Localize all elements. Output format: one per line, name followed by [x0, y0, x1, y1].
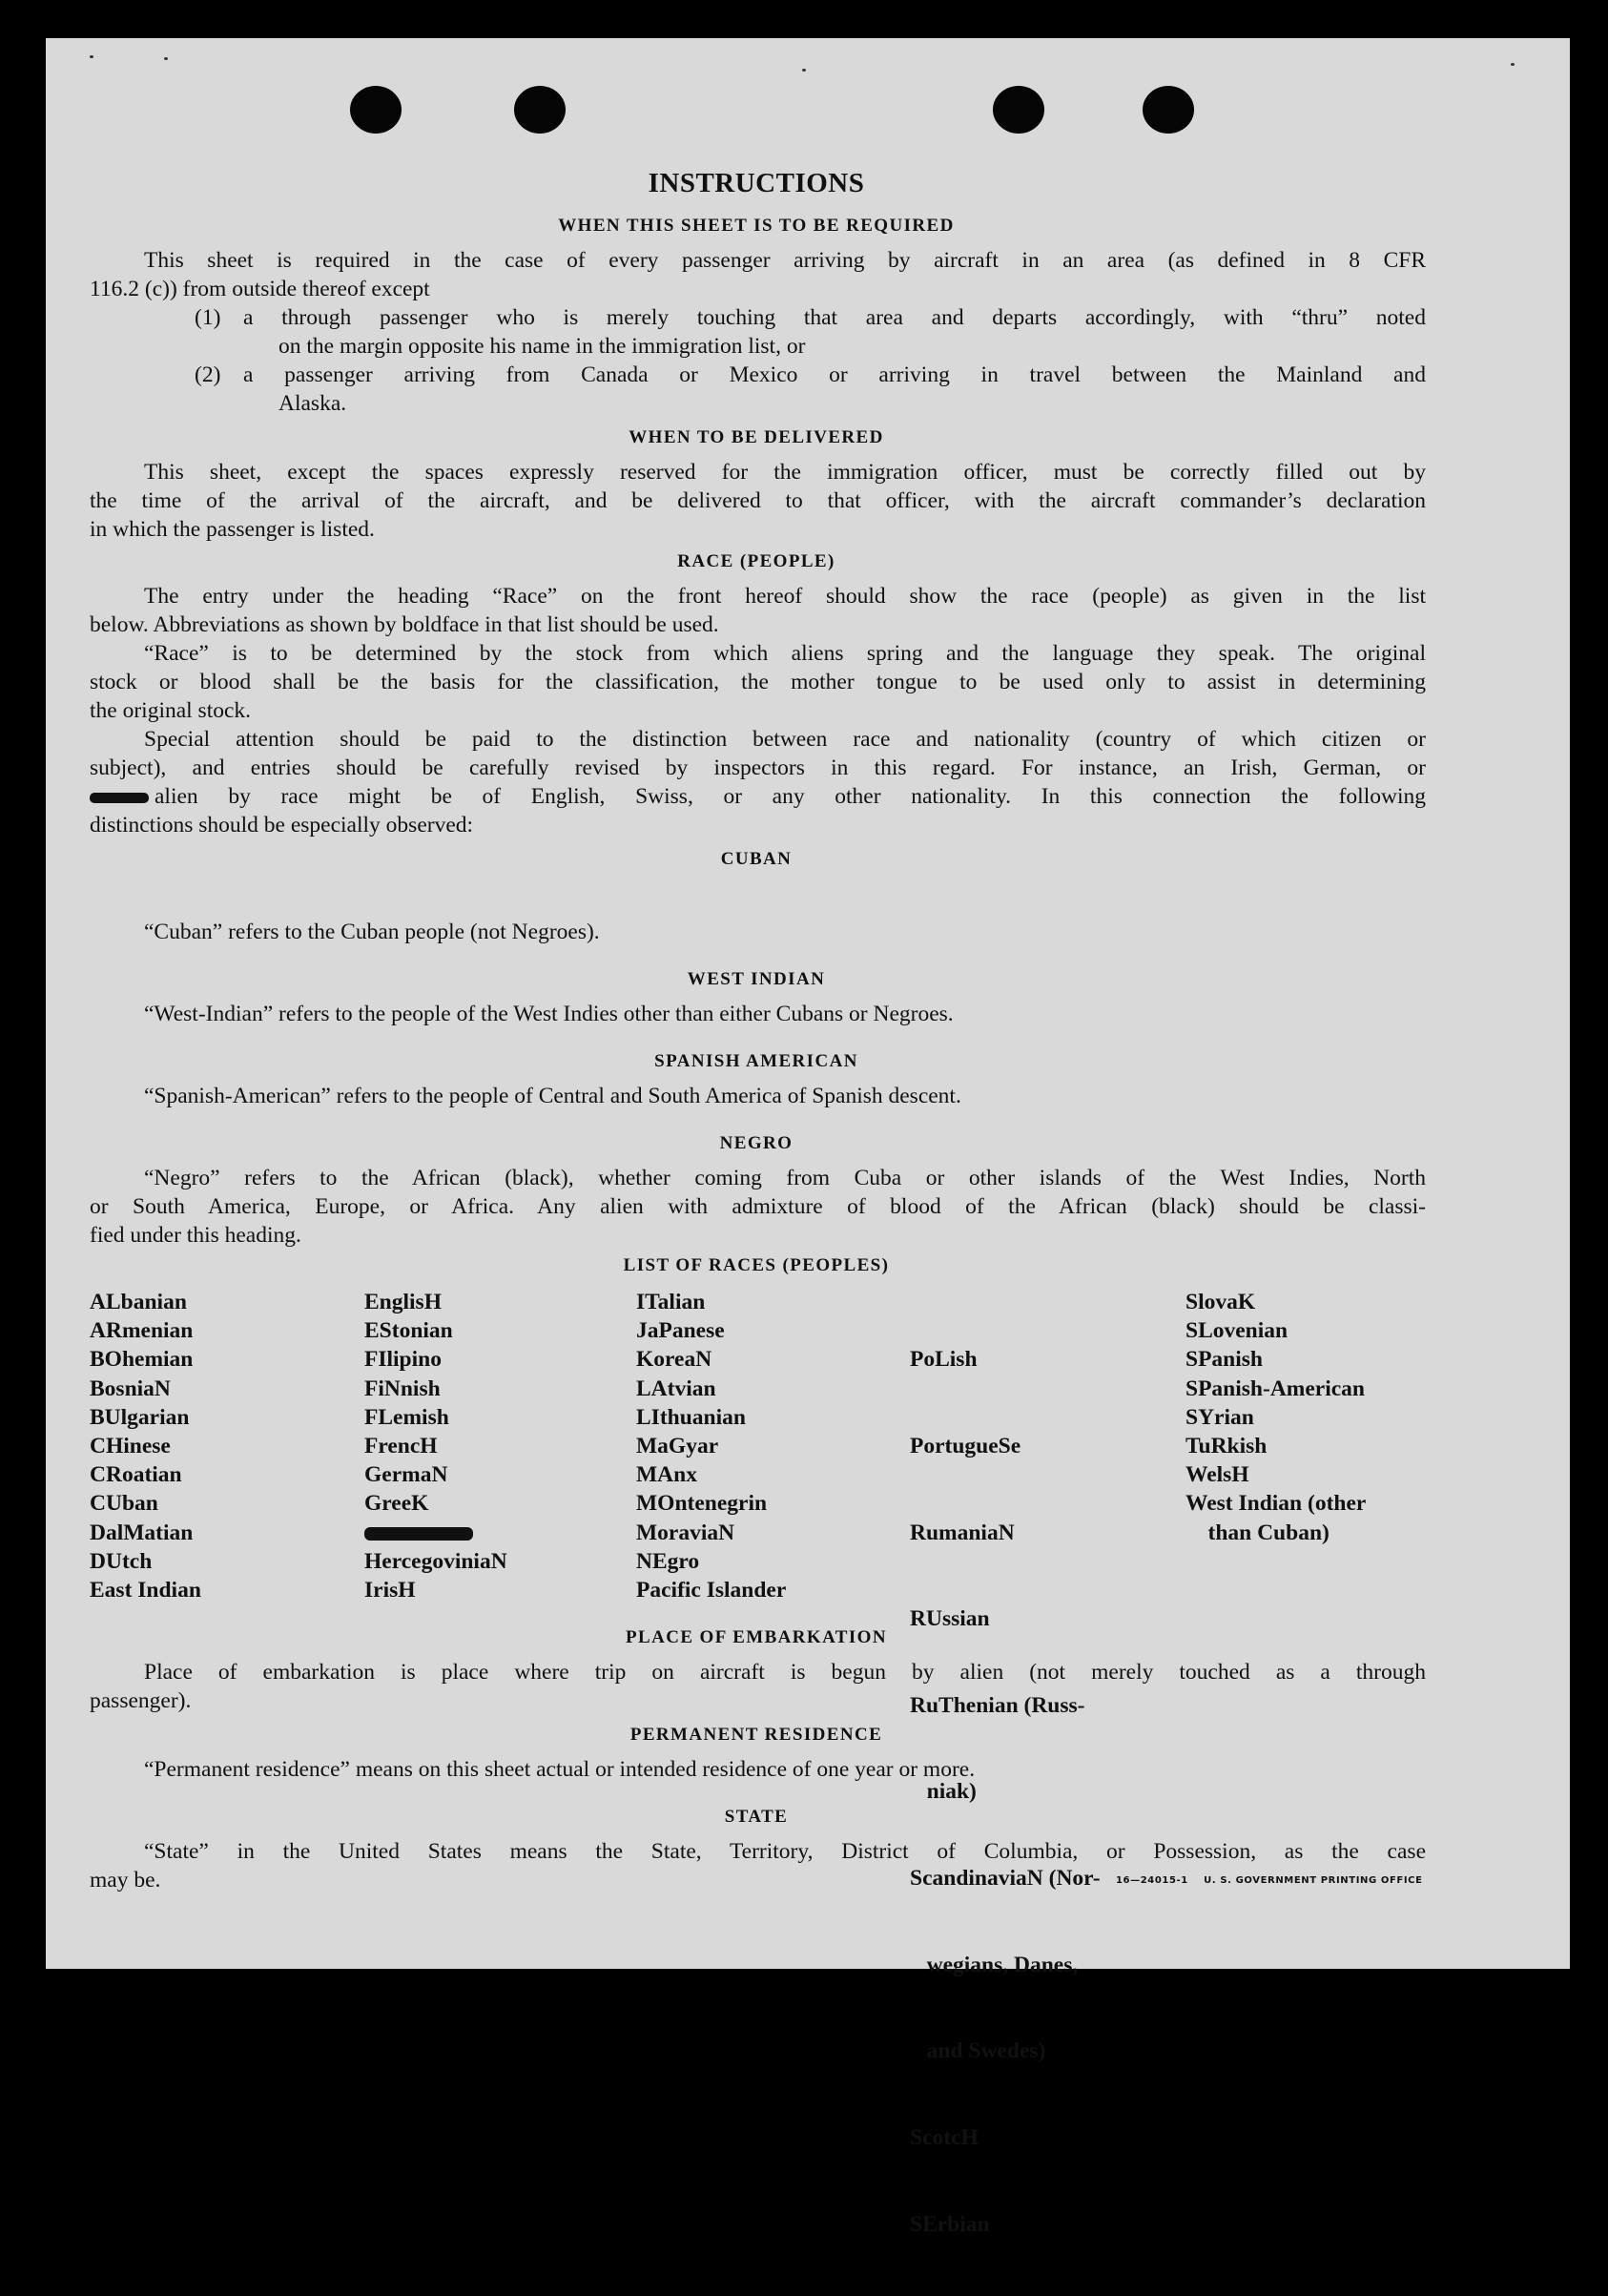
text-line: “Permanent residence” means on this sheet actual or intended residence of one year or more.	[144, 1757, 976, 1782]
race-item: KoreaN	[636, 1347, 712, 1373]
race-item: ITalian	[636, 1290, 706, 1314]
text-line: on the margin opposite his name in the immigration list, or	[278, 334, 806, 359]
race-item: PortugueSe	[910, 1434, 1021, 1459]
text-line: “Cuban” refers to the Cuban people (not Negroes).	[144, 920, 600, 944]
heading-cuban: CUBAN	[720, 849, 793, 869]
text-line: or South America, Europe, or Africa. Any alien with admixture of blood of the African (black) should be classi-	[90, 1194, 1426, 1219]
redaction-mark	[90, 782, 149, 811]
race-item: MAnx	[636, 1462, 697, 1488]
race-item: LIthuanian	[636, 1404, 746, 1430]
text-line: passenger).	[90, 1688, 192, 1713]
speck	[164, 57, 168, 60]
redaction-mark	[364, 1527, 473, 1541]
race-item: MOntenegrin	[636, 1491, 768, 1517]
speck	[1511, 63, 1515, 66]
race-item: BUlgarian	[90, 1404, 190, 1430]
heading-west-indian: WEST INDIAN	[687, 969, 826, 989]
text-line: “West-Indian” refers to the people of the West Indies other than either Cubans or Negroes.	[144, 1002, 954, 1026]
text-line: the time of the arrival of the aircraft, and be delivered to that officer, with the aircraft commander’s declaration	[90, 488, 1426, 513]
race-item: EStonian	[364, 1318, 453, 1344]
race-item: CRoatian	[90, 1462, 182, 1488]
punch-hole-2	[514, 86, 566, 134]
race-item: MaGyar	[636, 1434, 719, 1459]
race-item: DUtch	[90, 1548, 153, 1574]
text-line: “Negro” refers to the African (black), whether coming from Cuba or other islands of the West Indies, North	[144, 1166, 1426, 1190]
race-item: JaPanese	[636, 1318, 725, 1344]
redacted-word	[90, 793, 149, 803]
race-item: TuRkish	[1185, 1434, 1268, 1459]
heading-when-required: WHEN THIS SHEET IS TO BE REQUIRED	[558, 216, 955, 236]
text-line: Special attention should be paid to the distinction between race and nationality (country of which citizen or	[144, 727, 1426, 752]
text-line: alien by race might be of English, Swiss, or any other nationality. In this connection the following	[155, 784, 1426, 809]
text-line: This sheet is required in the case of every passenger arriving by aircraft in an area (as defined in 8 CFR	[144, 248, 1426, 273]
text-line: This sheet, except the spaces expressly reserved for the immigration officer, must be correctly filled out by	[144, 460, 1426, 485]
punch-hole-4	[1143, 86, 1194, 134]
race-item: EnglisH	[364, 1290, 442, 1314]
heading-race: RACE (PEOPLE)	[677, 551, 835, 571]
race-item: SErbian	[910, 2211, 990, 2237]
heading-negro: NEGRO	[719, 1133, 794, 1153]
text-span: 116.2 (c)) from outside thereof except	[90, 277, 430, 301]
text-line: a through passenger who is merely touching that area and departs accordingly, with “thru” noted	[243, 305, 1426, 330]
text-line: “Race” is to be determined by the stock from which aliens spring and the language they speak. The original	[144, 641, 1426, 666]
race-item: SPanish-American	[1185, 1376, 1365, 1401]
race-item: ScandinaviaN (Nor-	[910, 1866, 1101, 1892]
heading-place-of-embarkation: PLACE OF EMBARKATION	[626, 1627, 887, 1647]
heading-permanent-residence: PERMANENT RESIDENCE	[629, 1725, 883, 1745]
page-title: INSTRUCTIONS	[648, 168, 865, 198]
race-column-2	[364, 1288, 507, 1604]
text-line: a passenger arriving from Canada or Mexico or arriving in travel between the Mainland and	[243, 362, 1426, 387]
text-line: The entry under the heading “Race” on the front hereof should show the race (people) as given in the list	[144, 584, 1426, 609]
race-item: GermaN	[364, 1462, 448, 1488]
text-line: “Spanish-American” refers to the people of Central and South America of Spanish descent.	[144, 1084, 961, 1108]
heading-state: STATE	[724, 1807, 789, 1827]
race-column-4	[910, 1288, 1101, 2296]
text-line: may be.	[90, 1868, 161, 1893]
race-item: RUssian	[910, 1606, 990, 1632]
race-item: CHinese	[90, 1434, 171, 1459]
race-item: GreeK	[364, 1491, 429, 1517]
heading-when-delivered: WHEN TO BE DELIVERED	[629, 427, 884, 447]
race-item: RuThenian (Russ-	[910, 1692, 1085, 1718]
race-item: and Swedes)	[910, 2038, 1046, 2064]
race-item: SPanish	[1185, 1347, 1263, 1373]
race-item: niak)	[910, 1779, 977, 1805]
race-item: DalMatian	[90, 1520, 194, 1545]
race-item: SLovenian	[1185, 1318, 1288, 1344]
race-column-3	[636, 1288, 786, 1604]
race-item: CUban	[90, 1491, 158, 1517]
text-line: distinctions should be especially observed:	[90, 813, 474, 838]
race-item: SlovaK	[1185, 1290, 1256, 1314]
text-line: Alaska.	[278, 391, 347, 416]
speck	[90, 55, 93, 58]
text-line: the original stock.	[90, 698, 252, 723]
race-item: IrisH	[364, 1578, 416, 1603]
race-item: HercegoviniaN	[364, 1548, 507, 1574]
race-item: MoraviaN	[636, 1520, 735, 1545]
text-line: below. Abbreviations as shown by boldface in that list should be used.	[90, 612, 719, 637]
heading-list-of-races: LIST OF RACES (PEOPLES)	[623, 1255, 890, 1275]
printing-office-footer: 16—24015-1 U. S. GOVERNMENT PRINTING OFFICE	[1116, 1875, 1423, 1886]
punch-hole-1	[350, 86, 402, 134]
race-item: FrencH	[364, 1434, 438, 1459]
text-line: subject), and entries should be carefully revised by inspectors in this regard. For instance, an Irish, German, or	[90, 755, 1426, 780]
race-item: East Indian	[90, 1578, 201, 1603]
race-item: LAtvian	[636, 1376, 716, 1401]
race-item: wegians, Danes,	[910, 1952, 1079, 1977]
item-number: (1)	[195, 305, 221, 330]
race-item: Pacific Islander	[636, 1578, 787, 1603]
race-item: West Indian (other	[1185, 1491, 1367, 1517]
heading-spanish-american: SPANISH AMERICAN	[654, 1051, 858, 1071]
race-item: NEgro	[636, 1548, 700, 1574]
race-column-1	[90, 1288, 201, 1604]
speck	[802, 69, 806, 72]
race-item: SYrian	[1185, 1404, 1254, 1430]
race-item: than Cuban)	[1185, 1520, 1330, 1545]
race-item: ARmenian	[90, 1318, 194, 1344]
race-item: PoLish	[910, 1347, 978, 1373]
document-page	[46, 38, 1570, 2237]
race-item: ALbanian	[90, 1290, 187, 1314]
punch-hole-3	[993, 86, 1044, 134]
race-item: BosniaN	[90, 1376, 171, 1401]
race-column-5	[1185, 1288, 1366, 1547]
race-item: FiNnish	[364, 1376, 441, 1401]
race-item: RumaniaN	[910, 1520, 1015, 1545]
race-item: ScotcH	[910, 2124, 979, 2150]
text-line	[90, 275, 430, 303]
text-line: Place of embarkation is place where trip on aircraft is begun by alien (not merely touched as a through	[144, 1660, 1426, 1685]
race-item: FIlipino	[364, 1347, 442, 1373]
text-line: in which the passenger is listed.	[90, 517, 375, 542]
text-line: “State” in the United States means the State, Territory, District of Columbia, or Possession, as the case	[144, 1839, 1426, 1864]
text-line: stock or blood shall be the basis for the classification, the mother tongue to be used only to assist in determining	[90, 670, 1426, 694]
race-item: FLemish	[364, 1404, 449, 1430]
race-item: BOhemian	[90, 1347, 194, 1373]
text-line: fied under this heading.	[90, 1223, 301, 1248]
redacted-race-item	[364, 1519, 507, 1547]
item-number: (2)	[195, 362, 221, 387]
race-item: WelsH	[1185, 1462, 1249, 1488]
